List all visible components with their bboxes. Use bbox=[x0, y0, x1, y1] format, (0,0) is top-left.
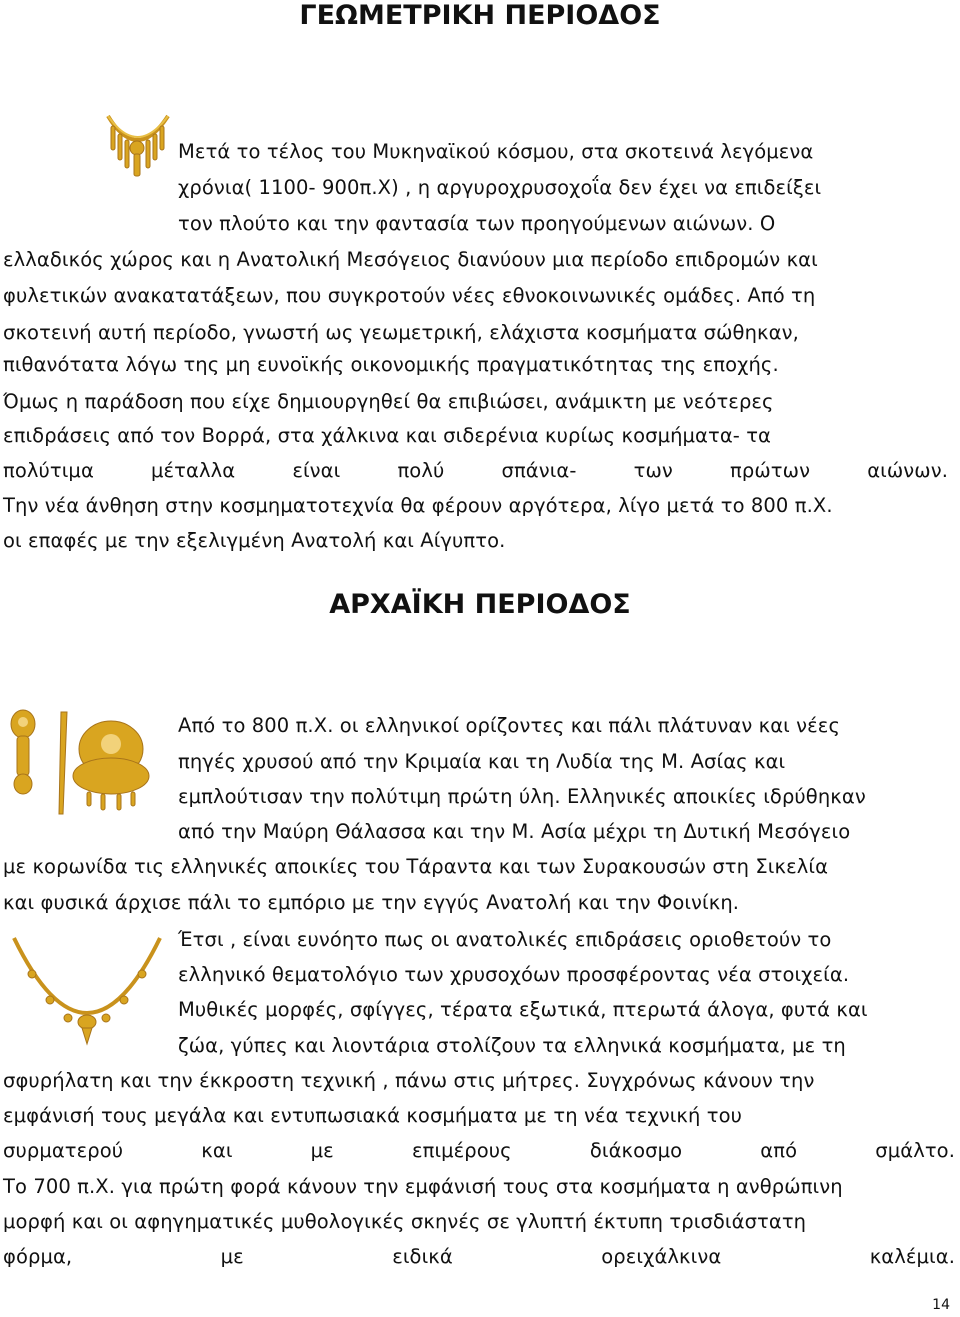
paragraph-line: οι επαφές με την εξελιγμένη Ανατολή και Αίγυπτο. bbox=[3, 529, 506, 552]
paragraph-line: και φυσικά άρχισε πάλι το εμπόριο με την εγγύς Ανατολή και την Φοινίκη. bbox=[3, 891, 740, 914]
paragraph-line: συρματερού και με επιμέρους διάκοσμο από σμάλτο. bbox=[3, 1139, 955, 1162]
paragraph-line: φυλετικών ανακατατάξεων, που συγκροτούν νέες εθνοκοινωνικές ομάδες. Από τη bbox=[3, 284, 816, 307]
paragraph-line: από την Μαύρη Θάλασσα και την Μ. Ασία μέχρι τη Δυτική Μεσόγειο bbox=[178, 820, 851, 843]
paragraph-line: εμπλούτισαν την πολύτιμη πρώτη ύλη. Ελληνικές αποικίες ιδρύθηκαν bbox=[178, 785, 866, 808]
gold-necklace-image bbox=[100, 106, 175, 188]
paragraph-line: Μυθικές μορφές, σφίγγες, τέρατα εξωτικά, πτερωτά άλογα, φυτά και bbox=[178, 998, 868, 1021]
paragraph-line: Μετά το τέλος του Μυκηναϊκού κόσμου, στα σκοτεινά λεγόμενα bbox=[178, 140, 814, 163]
paragraph-line: πηγές χρυσού από την Κριμαία και τη Λυδία της Μ. Ασίας και bbox=[178, 750, 786, 773]
paragraph-line: χρόνια( 1100- 900π.Χ) , η αργυροχρυσοχοΐα δεν έχει να επιδείξει bbox=[178, 176, 822, 199]
paragraph-line: με κορωνίδα τις ελληνικές αποικίες του Τάραντα και των Συρακουσών στη Σικελία bbox=[3, 855, 829, 878]
gold-earrings-image bbox=[1, 704, 161, 820]
section-heading-archaic: ΑΡΧΑΪΚΗ ΠΕΡΙΟΔΟΣ bbox=[329, 589, 631, 620]
paragraph-line: Το 700 π.Χ. για πρώτη φορά κάνουν την εμφάνισή τους στα κοσμήματα η ανθρώπινη bbox=[3, 1175, 843, 1198]
paragraph-line: ελλαδικός χώρος και η Ανατολική Μεσόγειος διανύουν μια περίοδο επιδρομών και bbox=[3, 248, 818, 271]
section-heading-geometric: ΓΕΩΜΕΤΡΙΚΗ ΠΕΡΙΟΔΟΣ bbox=[299, 0, 661, 31]
gold-necklace-image-2 bbox=[2, 928, 172, 1064]
paragraph-line: τον πλούτο και την φαντασία των προηγούμενων αιώνων. Ο bbox=[178, 212, 776, 235]
paragraph-line: Έτσι , είναι ευνόητο πως οι ανατολικές επιδράσεις οριοθετούν το bbox=[178, 928, 832, 951]
paragraph-line: πιθανότατα λόγω της μη ευνοϊκής οικονομικής πραγματικότητας της εποχής. bbox=[3, 353, 779, 376]
paragraph-line: Από το 800 π.Χ. οι ελληνικοί ορίζοντες και πάλι πλάτυναν και νέες bbox=[178, 714, 840, 737]
paragraph-line: ελληνικό θεματολόγιο των χρυσοχόων προσφέροντας νέα στοιχεία. bbox=[178, 963, 850, 986]
paragraph-line: σκοτεινή αυτή περίοδο, γνωστή ως γεωμετρική, ελάχιστα κοσμήματα σώθηκαν, bbox=[3, 321, 799, 344]
page-number: 14 bbox=[932, 1297, 950, 1313]
paragraph-line: πολύτιμα μέταλλα είναι πολύ σπάνια- των πρώτων αιώνων. bbox=[3, 459, 948, 482]
paragraph-line: μορφή και οι αφηγηματικές μυθολογικές σκηνές σε γλυπτή έκτυπη τρισδιάστατη bbox=[3, 1210, 807, 1233]
paragraph-line: σφυρήλατη και την έκκροστη τεχνική , πάνω στις μήτρες. Συγχρόνως κάνουν την bbox=[3, 1069, 815, 1092]
paragraph-line: ζώα, γύπες και λιοντάρια στολίζουν τα ελληνικά κοσμήματα, με τη bbox=[178, 1034, 846, 1057]
paragraph-line: Όμως η παράδοση που είχε δημιουργηθεί θα επιβιώσει, ανάμικτη με νεότερες bbox=[3, 390, 774, 413]
paragraph-line: εμφάνισή τους μεγάλα και εντυπωσιακά κοσμήματα με τη νέα τεχνική του bbox=[3, 1104, 742, 1127]
paragraph-line: Την νέα άνθηση στην κοσμηματοτεχνία θα φέρουν αργότερα, λίγο μετά το 800 π.Χ. bbox=[3, 494, 833, 517]
paragraph-line: επιδράσεις από τον Βορρά, στα χάλκινα και σιδερένια κυρίως κοσμήματα- τα bbox=[3, 424, 772, 447]
paragraph-line: φόρμα, με ειδικά ορειχάλκινα καλέμια. bbox=[3, 1245, 955, 1268]
